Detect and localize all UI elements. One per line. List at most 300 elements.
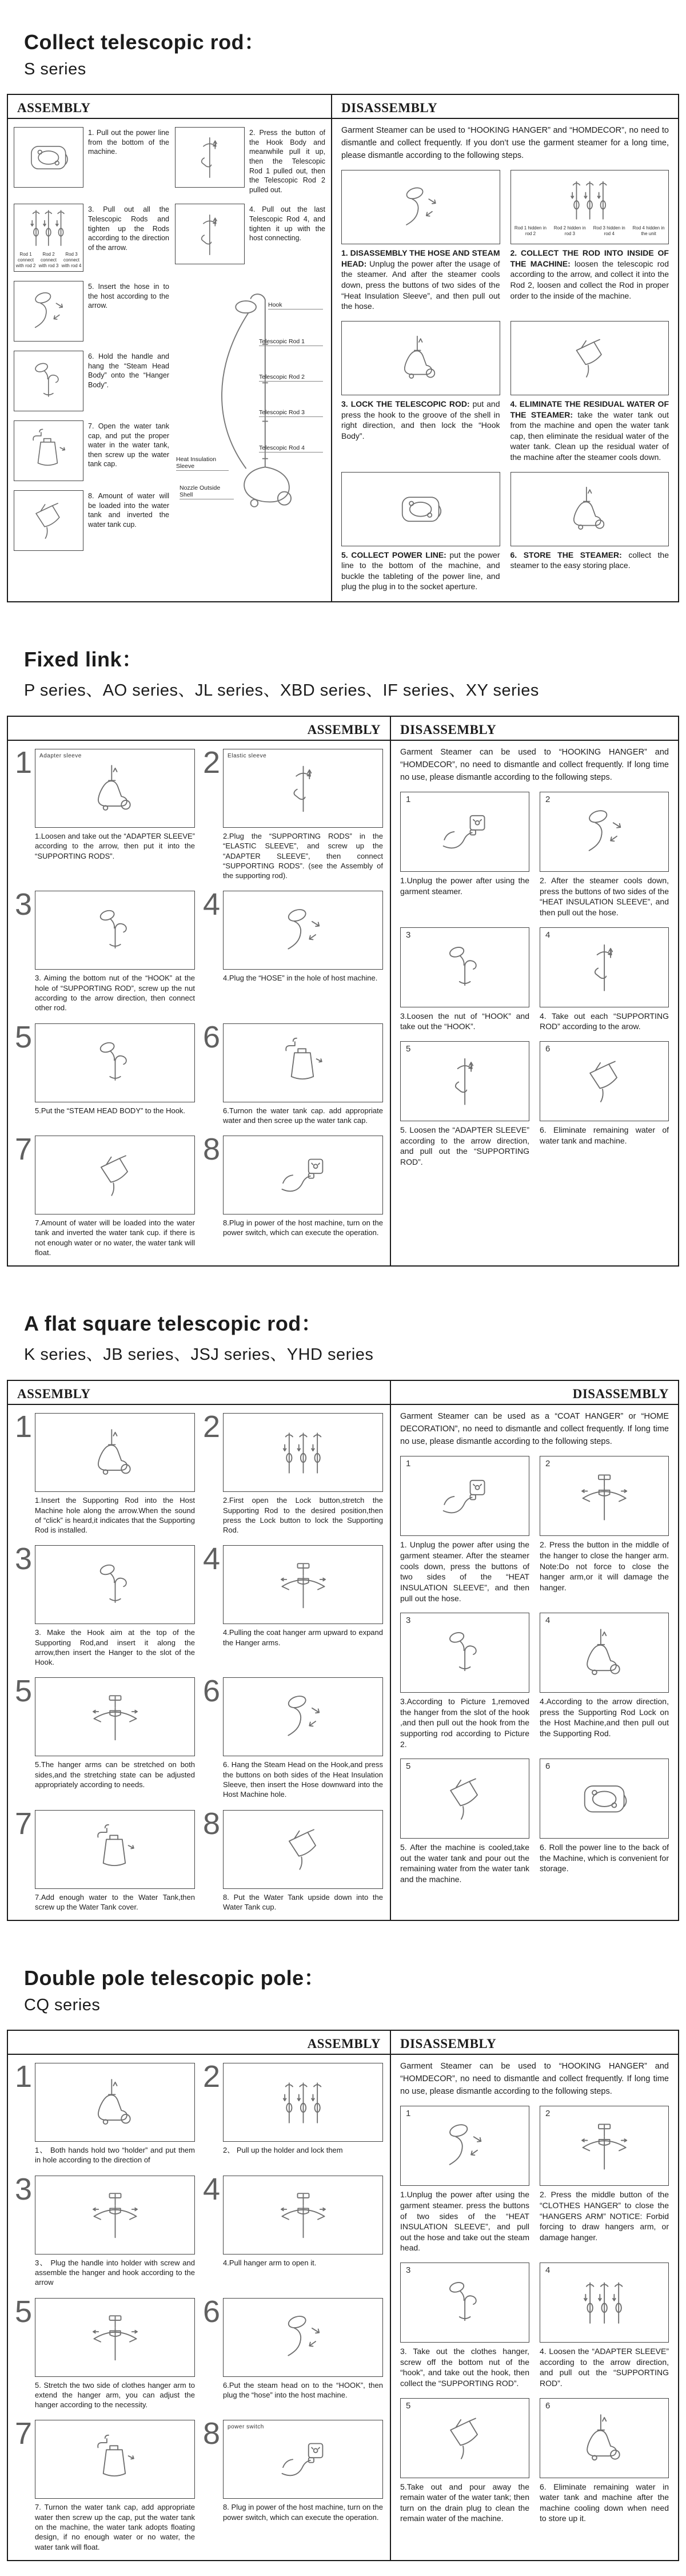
step-caption: 4. Pull out the last Telescopic Rod 4, and tighten it up with the host connecting. bbox=[249, 205, 325, 243]
step-number: 1 bbox=[406, 795, 411, 805]
step-caption: 5. After the machine is cooled,take out the water tank and pour out the remaining water from the water tank and the machine. bbox=[400, 1843, 529, 1884]
step-number: 7 bbox=[15, 1806, 33, 1841]
rod-hand-sketch-icon bbox=[561, 940, 648, 994]
step-caption: 3.According to Picture 1,removed the hanger from the slot of the hook ,and then pull out the hook from the supporting rod according to Picture 2. bbox=[400, 1697, 529, 1749]
step-illustration bbox=[540, 2106, 669, 2186]
step-illustration bbox=[35, 749, 195, 828]
steamer-sketch-icon bbox=[561, 1626, 648, 1680]
step-number: 5 bbox=[406, 2400, 411, 2411]
step-illustration bbox=[223, 2298, 383, 2377]
instruction-panel bbox=[7, 716, 679, 1267]
step-number: 6 bbox=[545, 1761, 551, 1772]
step-illustration bbox=[510, 472, 669, 546]
step-caption: 7.Amount of water will be loaded into the water tank and inverted the water tank cup. if there is not enough water or no water, the water tank will float. bbox=[35, 1218, 195, 1257]
assembly-column bbox=[8, 1381, 391, 1920]
part-label: Adapter sleeve bbox=[39, 753, 82, 759]
disassembly-step bbox=[510, 321, 669, 463]
step-body bbox=[35, 2176, 195, 2288]
disassembly-steps bbox=[332, 164, 678, 601]
diagram-label: Telescopic Rod 2 bbox=[259, 374, 323, 382]
tank-sketch-icon bbox=[25, 427, 72, 474]
step-number: 8 bbox=[203, 2416, 221, 2451]
step-body bbox=[223, 1810, 383, 1912]
tank-sketch-icon bbox=[61, 2433, 169, 2486]
instruction-panel bbox=[7, 94, 679, 602]
step-caption: 1. DISASSEMBLY THE HOSE AND STEAM HEAD: Unplug the power after the usage of the steamer. And after the steamer cools down, press the buttons of two sides of the “Heat Insulation Sleeve”, and then pull out the hose. bbox=[341, 248, 500, 311]
step-illustration bbox=[341, 472, 500, 546]
disassembly-step bbox=[400, 2106, 529, 2253]
disassembly-step bbox=[400, 927, 529, 1032]
step-illustration bbox=[400, 2106, 529, 2186]
hanger-sketch-icon bbox=[249, 2188, 357, 2241]
step-number: 4 bbox=[203, 1542, 221, 1577]
section-fixed-link bbox=[0, 617, 686, 1281]
disassembly-step bbox=[540, 2106, 669, 2253]
step-illustration bbox=[223, 2420, 383, 2499]
step-body bbox=[223, 891, 383, 983]
steamer-sketch-icon bbox=[61, 762, 169, 815]
step-number: 3 bbox=[406, 930, 411, 940]
step-illustration bbox=[400, 2263, 529, 2343]
step-body bbox=[223, 2176, 383, 2268]
steam-head-sketch-icon bbox=[249, 904, 357, 956]
step-illustration bbox=[223, 891, 383, 970]
step-body bbox=[35, 891, 195, 1013]
assembly-step bbox=[14, 281, 169, 342]
step-illustration bbox=[400, 1041, 529, 1121]
disassembly-step bbox=[540, 1456, 669, 1603]
step-caption: 6. Eliminate remaining water in water tank and machine after the machine cooling down when need to store up it. bbox=[540, 2482, 669, 2523]
pour-sketch-icon bbox=[61, 1149, 169, 1201]
step-caption: 8.Plug in power of the host machine, turn on the power switch, which can execute the operation. bbox=[223, 1218, 383, 1237]
series-subtitle: K series、JB series、JSJ series、YHD series bbox=[24, 1345, 374, 1364]
disassembly-column bbox=[332, 95, 678, 601]
assembly-step bbox=[203, 2172, 383, 2288]
step-illustration bbox=[223, 1677, 383, 1756]
step-caption: 5. COLLECT POWER LINE: put the power line to the bottom of the machine, and buckle the tableting of the power line, and plug the plug in to the socket aperture. bbox=[341, 550, 500, 592]
assembly-step bbox=[15, 1132, 195, 1257]
step-illustration bbox=[540, 1041, 669, 1121]
step-illustration bbox=[223, 1413, 383, 1492]
step-caption: 6. Roll the power line to the back of the Machine, which is convenient for storage. bbox=[540, 1843, 669, 1874]
hanger-sketch-icon bbox=[249, 1558, 357, 1611]
step-number: 4 bbox=[203, 2172, 221, 2206]
step-caption: 1.Loosen and take out the “ADAPTER SLEEVE” according to the arrow, then put it into the “SUPPORTING RODS”. bbox=[35, 832, 195, 860]
disassembly-column bbox=[391, 717, 678, 1265]
step-caption: 6.Put the steam head on to the “HOOK”, then plug the “hose” into the host machine. bbox=[223, 2380, 383, 2399]
steam-head-sketch-icon bbox=[249, 2311, 357, 2363]
figure-sublabel: Rod 2 connect with rod 3 bbox=[38, 251, 59, 268]
hook-sketch-icon bbox=[25, 358, 72, 404]
disassembly-step bbox=[400, 2263, 529, 2388]
step-caption: 1.Unplug the power after using the garment steamer. press the buttons of two sides of the “HEAT INSULATION SLEEVE”, and pull out the hose and take out the steam head. bbox=[400, 2190, 529, 2253]
step-number: 1 bbox=[406, 1459, 411, 1469]
figure-sublabel: Rod 3 connect with rod 4 bbox=[61, 251, 82, 268]
disassembly-step bbox=[540, 927, 669, 1032]
rods-3-sketch-icon bbox=[536, 175, 643, 225]
pour-sketch-icon bbox=[536, 333, 643, 383]
step-caption: 3. Aiming the bottom nut of the “HOOK” at the hole of “SUPPORTING ROD”, screw up the nut according to the arrow direction, then connect other rod. bbox=[35, 974, 195, 1013]
step-illustration bbox=[341, 170, 500, 244]
assembly-step bbox=[14, 204, 169, 272]
step-illustration bbox=[223, 2063, 383, 2142]
rod-hand-sketch-icon bbox=[186, 134, 233, 181]
step-number: 1 bbox=[406, 2109, 411, 2119]
step-number: 5 bbox=[406, 1761, 411, 1772]
step-number: 6 bbox=[203, 1674, 221, 1709]
step-body bbox=[223, 1677, 383, 1799]
disassembly-step bbox=[400, 792, 529, 918]
hanger-sketch-icon bbox=[561, 1470, 648, 1523]
step-body bbox=[223, 2063, 383, 2155]
assembly-step bbox=[203, 1132, 383, 1257]
rod-hand-sketch-icon bbox=[186, 211, 233, 258]
rods-3-sketch-icon bbox=[249, 2076, 357, 2129]
step-caption: 3. Take out the clothes hanger, screw off the bottom nut of the “hook”, and take out the hook, then collect the “SUPPORTING ROD”. bbox=[400, 2347, 529, 2388]
steam-head-sketch-icon bbox=[25, 288, 72, 335]
step-illustration bbox=[510, 170, 669, 244]
step-illustration bbox=[540, 1759, 669, 1839]
step-caption: 2. After the steamer cools down, press the buttons of two sides of the “HEAT INSULATION SLEEVE”, and then pull out the hose. bbox=[540, 876, 669, 918]
step-caption: 2.First open the Lock button,stretch the Supporting Rod to the desired position,then press the Lock button to lock the Supporting Rod. bbox=[223, 1496, 383, 1535]
step-body bbox=[223, 1136, 383, 1238]
step-caption: 1. Unplug the power after using the garment steamer. After the steamer cools down, press the buttons of two sides of the “HEAT INSULATION SLEEVE”, and then pull out the hose. bbox=[400, 1540, 529, 1603]
step-number: 4 bbox=[545, 2265, 551, 2276]
step-number: 1 bbox=[15, 1410, 33, 1444]
hook-sketch-icon bbox=[61, 1036, 169, 1089]
steam-head-sketch-icon bbox=[421, 2119, 508, 2173]
figure-sublabel: Rod 3 hidden in rod 4 bbox=[593, 225, 625, 237]
step-number: 1 bbox=[15, 745, 33, 780]
assembly-step bbox=[15, 745, 195, 880]
pour-sketch-icon bbox=[249, 1823, 357, 1875]
hook-sketch-icon bbox=[61, 904, 169, 956]
step-number: 5 bbox=[15, 1674, 33, 1709]
step-caption: 1. Pull out the power line from the bottom of the machine. bbox=[88, 129, 169, 156]
disassembly-column bbox=[391, 2031, 678, 2560]
step-caption: 8. Amount of water will be loaded into the water tank and inverted the water tank cup. bbox=[88, 491, 169, 529]
pour-sketch-icon bbox=[25, 497, 72, 544]
step-caption: 1.Unplug the power after using the garment steamer. bbox=[400, 876, 529, 896]
step-caption: 2.Plug the “SUPPORTING RODS” in the “ELASTIC SLEEVE”, and screw up the “ADAPTER SLEEVE”, then connect “SUPPORTING RODS”. (see the Assembly of the supporting rod). bbox=[223, 832, 383, 880]
step-caption: 8. Put the Water Tank upside down into the Water Tank cup. bbox=[223, 1892, 383, 1911]
figure-sublabel: Rod 4 hidden in the unit bbox=[632, 225, 665, 237]
steam-head-sketch-icon bbox=[367, 182, 474, 232]
step-body bbox=[223, 749, 383, 880]
step-body bbox=[223, 1413, 383, 1535]
plug-sketch-icon bbox=[249, 2433, 357, 2486]
disassembly-header: DISASSEMBLY bbox=[391, 717, 678, 741]
step-illustration bbox=[540, 927, 669, 1007]
steamer-sketch-icon bbox=[561, 2411, 648, 2465]
assembly-header: ASSEMBLY bbox=[8, 2031, 390, 2055]
assembly-step bbox=[203, 2294, 383, 2410]
assembly-step bbox=[203, 887, 383, 1013]
assembly-step bbox=[15, 1542, 195, 1667]
instruction-panel bbox=[7, 2030, 679, 2561]
disassembly-steps bbox=[391, 1450, 678, 1894]
step-number: 7 bbox=[15, 2416, 33, 2451]
step-caption: 4.Pull hanger arm to open it. bbox=[223, 2258, 317, 2267]
step-caption: 5.The hanger arms can be stretched on both sides,and the stretching state can be adjusted appropriately according to needs. bbox=[35, 1760, 195, 1789]
figure-sublabels bbox=[511, 225, 669, 239]
step-illustration bbox=[540, 792, 669, 872]
step-caption: 4. ELIMINATE THE RESIDUAL WATER OF THE STEAMER: take the water tank out from the machine and open the water tank cap, then eliminate the residual water of the water tank. Clean up the residual water of the machine after the steamer cools down. bbox=[510, 399, 669, 462]
step-number: 3 bbox=[15, 1542, 33, 1577]
diagram-label: Telescopic Rod 4 bbox=[259, 444, 323, 453]
disassembly-intro: Garment Steamer can be used to “HOOKING HANGER” and “HOMDECOR”, no need to dismantle and collect frequently. If long time no use, please dismantle according to the following steps. bbox=[400, 2062, 669, 2096]
disassembly-steps bbox=[391, 2100, 678, 2533]
disassembly-intro: Garment Steamer can be used to “HOOKING HANGER” and “HOMDECOR”, no need to dismantle and collect frequently. If you don’t use the garment steamer for a long time, please dismantle according to the following steps. bbox=[341, 126, 669, 160]
step-illustration bbox=[540, 1613, 669, 1693]
step-body bbox=[223, 1545, 383, 1648]
hook-sketch-icon bbox=[421, 940, 508, 994]
step-illustration bbox=[35, 1413, 195, 1492]
disassembly-step bbox=[540, 1759, 669, 1884]
disassembly-header: DISASSEMBLY bbox=[332, 95, 678, 119]
step-illustration bbox=[400, 1759, 529, 1839]
plug-sketch-icon bbox=[421, 805, 508, 859]
assembly-step bbox=[203, 1019, 383, 1126]
disassembly-intro: Garment Steamer can be used to “HOOKING HANGER” and “HOMDECOR”, no need to dismantle and collect frequently. If long time no use, please dismantle according to the following steps. bbox=[400, 748, 669, 782]
step-caption: 6. Hang the Steam Head on the Hook,and press the buttons on both sides of the Heat Insulation Sleeve, then insert the Hose downward into the Host Machine hole. bbox=[223, 1760, 383, 1799]
assembly-column bbox=[8, 95, 332, 601]
diagram-label: Telescopic Rod 1 bbox=[259, 338, 323, 346]
step-body bbox=[223, 2298, 383, 2400]
step-number: 8 bbox=[203, 1806, 221, 1841]
step-caption: 4. Loosen the “ADAPTER SLEEVE” according to the arrow direction, and pull out the “SUPPORTING ROD”. bbox=[540, 2347, 669, 2388]
figure-sublabel: Rod 2 hidden in rod 3 bbox=[553, 225, 586, 237]
section-title: Fixed link： bbox=[24, 648, 143, 671]
rods-3-sketch-icon bbox=[561, 2276, 648, 2329]
assembly-column bbox=[8, 717, 391, 1265]
hook-sketch-icon bbox=[421, 2276, 508, 2329]
figure-sublabels bbox=[14, 251, 83, 271]
step-illustration bbox=[14, 351, 83, 411]
step-caption: 4.Plug the “HOSE” in the hole of host machine. bbox=[223, 974, 378, 983]
step-illustration bbox=[223, 749, 383, 828]
disassembly-step bbox=[400, 2398, 529, 2524]
disassembly-step bbox=[400, 1613, 529, 1749]
step-illustration bbox=[35, 2176, 195, 2255]
step-number: 6 bbox=[545, 2400, 551, 2411]
step-illustration bbox=[14, 490, 83, 551]
step-illustration bbox=[35, 2420, 195, 2499]
step-number: 4 bbox=[545, 930, 551, 940]
step-body bbox=[35, 749, 195, 861]
steamer-sketch-icon bbox=[367, 333, 474, 383]
step-number: 6 bbox=[203, 2294, 221, 2329]
steam-head-sketch-icon bbox=[249, 1690, 357, 1743]
step-number: 4 bbox=[545, 1616, 551, 1626]
instruction-panel bbox=[7, 1380, 679, 1921]
machine-top-sketch-icon bbox=[25, 134, 72, 181]
disassembly-step bbox=[540, 792, 669, 918]
step-caption: 5.Take out and pour away the remain water of the water tank; then turn on the drain plug to clean the remain water of the machine. bbox=[400, 2482, 529, 2523]
step-number: 2 bbox=[203, 2059, 221, 2094]
step-caption: 5. Insert the hose in to the host according to the arrow. bbox=[88, 282, 169, 310]
assembly-step bbox=[15, 2294, 195, 2410]
part-label: Elastic sleeve bbox=[228, 753, 267, 759]
step-body bbox=[223, 2420, 383, 2522]
step-number: 2 bbox=[545, 1459, 551, 1469]
diagram-label: Hook bbox=[268, 301, 323, 309]
step-caption: 7. Open the water tank cap, and put the proper water in the water tank, then screw up the water tank cap. bbox=[88, 422, 169, 469]
step-caption: 1、 Both hands hold two “holder” and put them in hole according to the direction of bbox=[35, 2146, 195, 2165]
step-body bbox=[35, 1136, 195, 1257]
step-caption: 3.Loosen the nut of “HOOK” and take out the “HOOK”. bbox=[400, 1011, 529, 1031]
step-caption: 6. STORE THE STEAMER: collect the steamer to the easy storing place. bbox=[510, 550, 669, 570]
machine-top-sketch-icon bbox=[367, 484, 474, 534]
step-number: 3 bbox=[406, 1616, 411, 1626]
assembly-step bbox=[15, 2172, 195, 2288]
step-caption: 6.Turnon the water tank cap. add appropriate water and then scree up the water tank cap. bbox=[223, 1106, 383, 1125]
step-illustration bbox=[540, 2398, 669, 2478]
step-caption: 5.Put the “STEAM HEAD BODY” to the Hook. bbox=[35, 1106, 186, 1115]
assembly-step bbox=[14, 490, 169, 551]
step-caption: 4.According to the arrow direction, press the Supporting Rod Lock on the Host Machine,and then pull out the Supporting Rod. bbox=[540, 1697, 669, 1738]
step-number: 3 bbox=[406, 2265, 411, 2276]
disassembly-step bbox=[400, 1759, 529, 1884]
step-illustration bbox=[223, 2176, 383, 2255]
step-illustration bbox=[400, 2398, 529, 2478]
assembly-header: ASSEMBLY bbox=[8, 717, 390, 741]
pour-sketch-icon bbox=[421, 2411, 508, 2465]
steamer-sketch-icon bbox=[61, 1426, 169, 1479]
step-illustration bbox=[175, 127, 245, 188]
assembly-step bbox=[14, 127, 169, 195]
step-number: 1 bbox=[15, 2059, 33, 2094]
step-number: 2 bbox=[203, 1410, 221, 1444]
rods-3-sketch-icon bbox=[25, 204, 72, 251]
hook-sketch-icon bbox=[421, 1626, 508, 1680]
step-body bbox=[35, 1023, 195, 1116]
step-body bbox=[35, 2298, 195, 2410]
disassembly-column bbox=[391, 1381, 678, 1920]
step-illustration bbox=[223, 1136, 383, 1214]
disassembly-step bbox=[510, 472, 669, 592]
step-illustration bbox=[540, 1456, 669, 1536]
step-body bbox=[35, 1545, 195, 1667]
pour-sketch-icon bbox=[561, 1054, 648, 1108]
step-illustration bbox=[14, 420, 83, 481]
step-illustration bbox=[341, 321, 500, 395]
step-illustration bbox=[35, 1023, 195, 1102]
step-illustration bbox=[400, 927, 529, 1007]
step-illustration bbox=[400, 1613, 529, 1693]
assembly-step bbox=[15, 1410, 195, 1535]
step-caption: 8. Plug in power of the host machine, turn on the power switch, which can execute the operation. bbox=[223, 2503, 383, 2522]
assembly-step bbox=[14, 420, 169, 481]
assembly-step bbox=[15, 1019, 195, 1126]
step-illustration bbox=[223, 1810, 383, 1889]
section-title: Double pole telescopic pole： bbox=[24, 1966, 325, 1990]
hook-sketch-icon bbox=[61, 1558, 169, 1611]
plug-sketch-icon bbox=[249, 1149, 357, 1201]
section-flat-square-telescopic-rod bbox=[0, 1281, 686, 1936]
step-caption: 7. Turnon the water tank cap, add appropriate water then screw up the cap, put the water tank on the machine, the water tank adopts floating design, if no enough water or no water, the water tank will float. bbox=[35, 2503, 195, 2551]
step-number: 7 bbox=[15, 1132, 33, 1167]
pour-sketch-icon bbox=[421, 1772, 508, 1825]
disassembly-step bbox=[341, 472, 500, 592]
section-title: A flat square telescopic rod： bbox=[24, 1312, 322, 1336]
step-caption: 6. Eliminate remaining water of water tank and machine. bbox=[540, 1125, 669, 1145]
section-collect-telescopic-rod bbox=[0, 0, 686, 617]
step-body bbox=[35, 1413, 195, 1535]
step-illustration bbox=[14, 127, 83, 188]
tank-sketch-icon bbox=[249, 1036, 357, 1089]
diagram-label: Nozzle Outside Shell bbox=[180, 485, 234, 499]
step-illustration bbox=[510, 321, 669, 395]
assembly-step bbox=[175, 204, 325, 272]
step-number: 6 bbox=[545, 1043, 551, 1054]
step-body bbox=[35, 2063, 195, 2165]
series-subtitle: S series bbox=[24, 60, 86, 78]
step-illustration bbox=[175, 204, 245, 264]
hanger-sketch-icon bbox=[61, 1690, 169, 1743]
assembly-step bbox=[14, 351, 169, 411]
disassembly-step bbox=[400, 1456, 529, 1603]
step-caption: 4.Pulling the coat hanger arm upward to expand the Hanger arms. bbox=[223, 1628, 383, 1647]
step-caption: 6. Hold the handle and hang the “Steam Head Body” onto the “Hanger Body”. bbox=[88, 352, 169, 389]
step-illustration bbox=[35, 2063, 195, 2142]
step-illustration bbox=[400, 792, 529, 872]
step-number: 6 bbox=[203, 1019, 221, 1054]
step-number: 4 bbox=[203, 887, 221, 922]
figure-sublabel: Rod 1 connect with rod 2 bbox=[15, 251, 36, 268]
step-number: 3 bbox=[15, 887, 33, 922]
step-caption: 7.Add enough water to the Water Tank,then screw up the Water Tank cover. bbox=[35, 1892, 195, 1911]
rod-hand-sketch-icon bbox=[249, 762, 357, 815]
assembly-step bbox=[203, 1542, 383, 1667]
rod-parts-diagram bbox=[175, 281, 325, 551]
assembly-header: ASSEMBLY bbox=[8, 95, 331, 119]
step-caption: 3. LOCK THE TELESCOPIC ROD: put and press the hook to the groove of the shell in right direction, and then lock the “Hook Body”. bbox=[341, 399, 500, 440]
machine-top-sketch-icon bbox=[561, 1772, 648, 1825]
disassembly-step bbox=[341, 170, 500, 312]
assembly-steps bbox=[8, 2055, 390, 2560]
series-subtitle: P series、AO series、JL series、XBD series、IF series、XY series bbox=[24, 681, 539, 700]
assembly-step bbox=[15, 1674, 195, 1799]
hanger-sketch-icon bbox=[61, 2188, 169, 2241]
step-illustration bbox=[35, 1677, 195, 1756]
part-label: power switch bbox=[228, 2424, 264, 2431]
disassembly-step bbox=[540, 2398, 669, 2524]
step-caption: 3、 Plug the handle into holder with screw and assemble the hanger and hook according to the arrow bbox=[35, 2258, 195, 2287]
step-caption: 3. Make the Hook aim at the top of the Supporting Rod,and insert it along the arrow,then insert the Hanger to the slot of the Hook. bbox=[35, 1628, 195, 1667]
step-body bbox=[35, 2420, 195, 2551]
step-illustration bbox=[400, 1456, 529, 1536]
step-number: 5 bbox=[406, 1043, 411, 1054]
assembly-step bbox=[203, 2059, 383, 2165]
assembly-steps bbox=[8, 1405, 390, 1920]
figure-sublabel: Rod 1 hidden in rod 2 bbox=[514, 225, 547, 237]
step-illustration bbox=[35, 1136, 195, 1214]
step-caption: 2. Press the button of the Hook Body and meanwhile pull it up, then the Telescopic Rod 1 pulled out, then the Telescopic Rod 2 pulled out. bbox=[249, 129, 325, 194]
step-number: 3 bbox=[15, 2172, 33, 2206]
step-number: 2 bbox=[545, 795, 551, 805]
hanger-sketch-icon bbox=[61, 2311, 169, 2363]
assembly-step bbox=[203, 1806, 383, 1912]
series-subtitle: CQ series bbox=[24, 1996, 101, 2015]
step-caption: 5. Stretch the two side of clothes hanger arm to extend the hanger arm, you can adjust the hanger according to the necessity. bbox=[35, 2380, 195, 2410]
disassembly-steps bbox=[391, 786, 678, 1176]
disassembly-step bbox=[540, 1613, 669, 1749]
steam-head-sketch-icon bbox=[561, 805, 648, 859]
section-title: Collect telescopic rod： bbox=[24, 30, 265, 54]
assembly-header: ASSEMBLY bbox=[8, 1381, 390, 1405]
step-illustration bbox=[223, 1545, 383, 1624]
